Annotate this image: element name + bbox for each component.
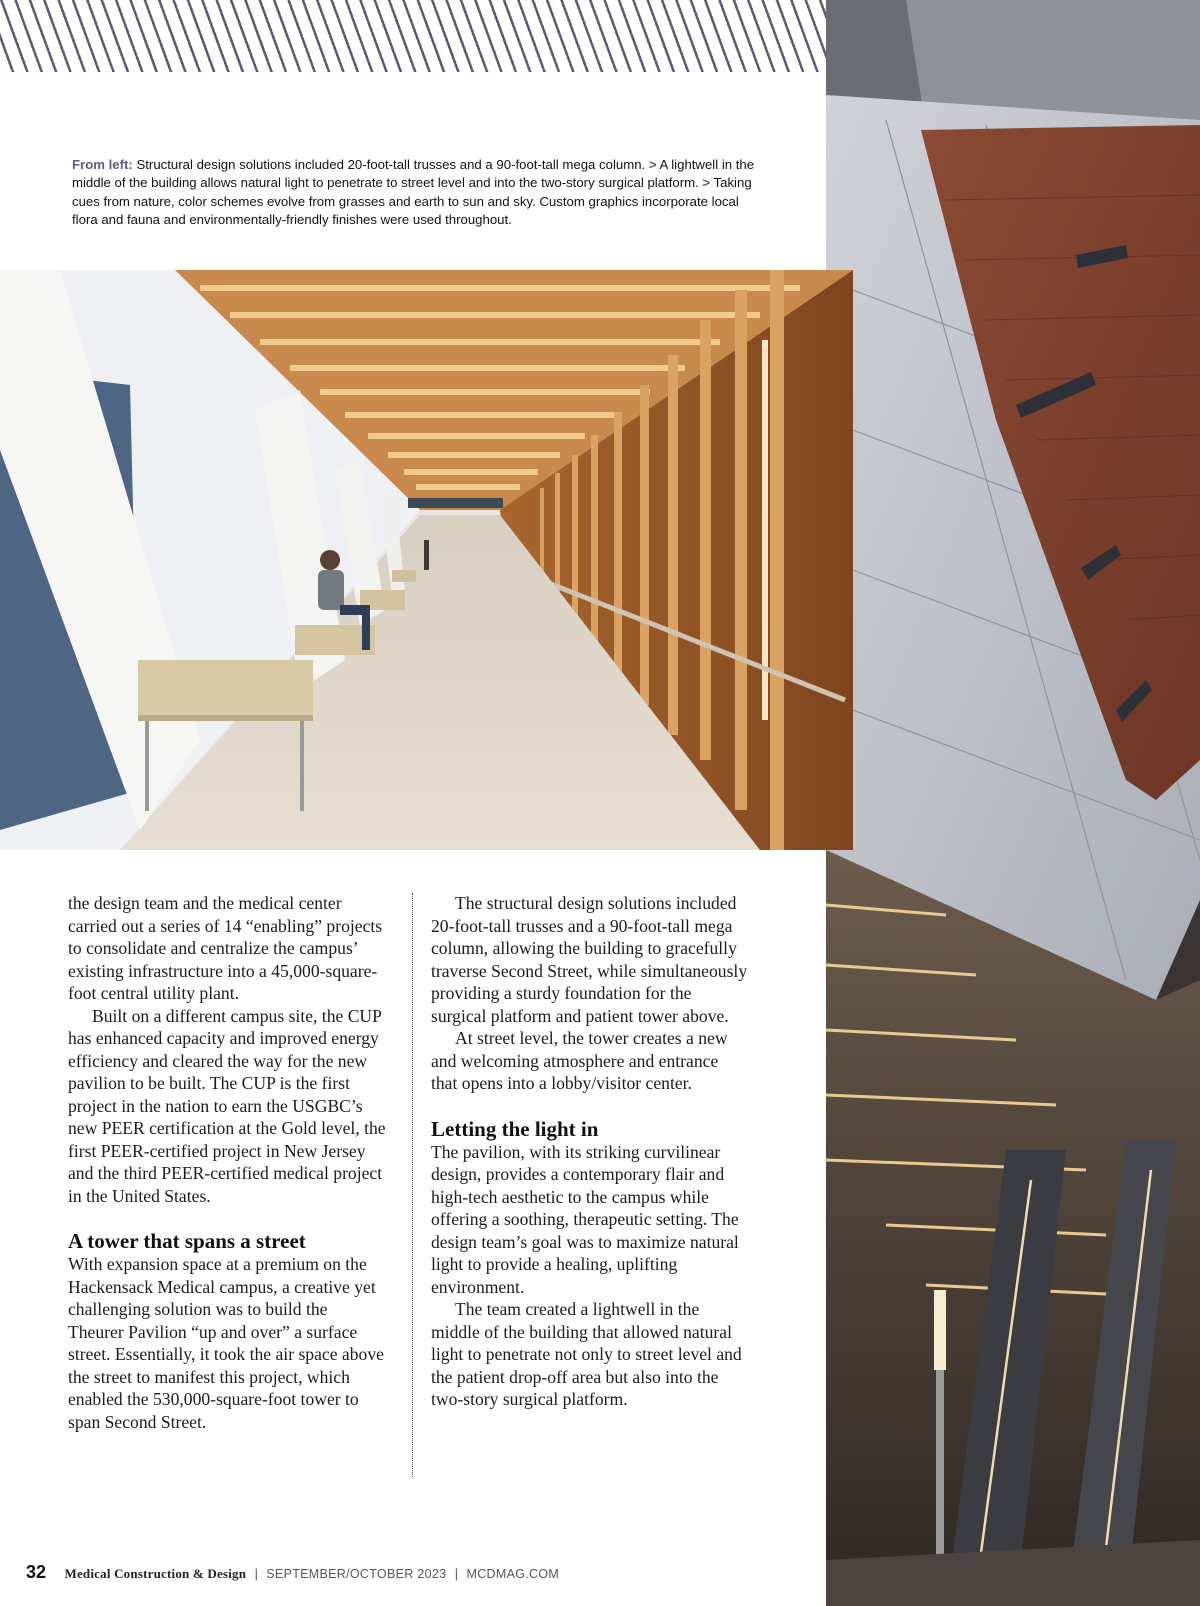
magazine-name: Medical Construction & Design [64, 1566, 247, 1581]
corridor-photo [0, 270, 853, 850]
paragraph: At street level, the tower creates a new and welcoming atmosphere and entrance that opens into a lobby/visitor center. [431, 1028, 728, 1093]
page-footer [26, 1562, 559, 1586]
article-column-2 [431, 892, 749, 1411]
footer-separator: | [254, 1567, 258, 1581]
paragraph: the design team and the medical center carried out a series of 14 “enabling” projects to consolidate and centralize the campus’ existing infrastructure into a 45,000-square-foot central utility plant. [68, 893, 383, 1003]
paragraph: With expansion space at a premium on the Hackensack Medical campus, a creative yet challenging solution was to build the Theurer Pavilion “up and over” a surface street. Essentially, it took the air space above the street to manifest this project, which enabled the 530,000-square-foot tower to span Second Street. [68, 1254, 384, 1432]
exterior-architecture-photo [826, 0, 1200, 1606]
paragraph: The team created a lightwell in the middle of the building that allowed natural light to penetrate not only to street level and the patient drop-off area but also into the two-story surgical platform. [431, 1299, 742, 1409]
column-divider [412, 893, 413, 1477]
paragraph: Built on a different campus site, the CUP has enhanced capacity and improved energy efficiency and cleared the way for the new pavilion to be built. The CUP is the first project in the nation to earn the USGBC’s new PEER certification at the Gold level, the first PEER-certified project in New Jersey and the third PEER-certified medical project in the United States. [68, 1005, 386, 1206]
paragraph: The pavilion, with its striking curvilinear design, provides a contemporary flair and high-tech aesthetic to the campus while offering a soothing, therapeutic setting. The design team’s goal was to maximize natural light to provide a healing, uplifting environment. [431, 1141, 739, 1297]
website-link[interactable]: MCDMAG.COM [466, 1567, 560, 1581]
caption-arrow-icon: > [648, 157, 657, 172]
article-column-1 [68, 892, 386, 1433]
section-heading: A tower that spans a street [68, 1229, 306, 1253]
section-heading: Letting the light in [431, 1116, 599, 1141]
page-number: 32 [26, 1562, 47, 1582]
paragraph: The structural design solutions included 20-foot-tall trusses and a 90-foot-tall mega column, allowing the building to gracefully traverse Second Street, while simultaneously providing a sturdy foundation for the surgical platform and patient tower above. [431, 893, 748, 1026]
caption-text-3: Taking cues from nature, color schemes evolve from grasses and earth to sun and sky. Custom graphics incorporate local flora and fauna and environmentally-friendly finishes were used throughout. [72, 175, 752, 228]
photo-caption [72, 156, 762, 230]
caption-arrow-icon: > [702, 175, 711, 191]
issue-date: SEPTEMBER/OCTOBER 2023 [266, 1567, 447, 1581]
footer-separator: | [454, 1567, 459, 1581]
caption-text-2: A lightwell in the middle of the building allows natural light to penetrate to street level and into the two-story surgical platform. [72, 157, 755, 191]
decorative-stripes [0, 0, 826, 72]
caption-text-1: Structural design solutions included 20-foot-tall trusses and a 90-foot-tall mega column. [132, 157, 649, 172]
caption-lead: From left: [72, 157, 133, 172]
